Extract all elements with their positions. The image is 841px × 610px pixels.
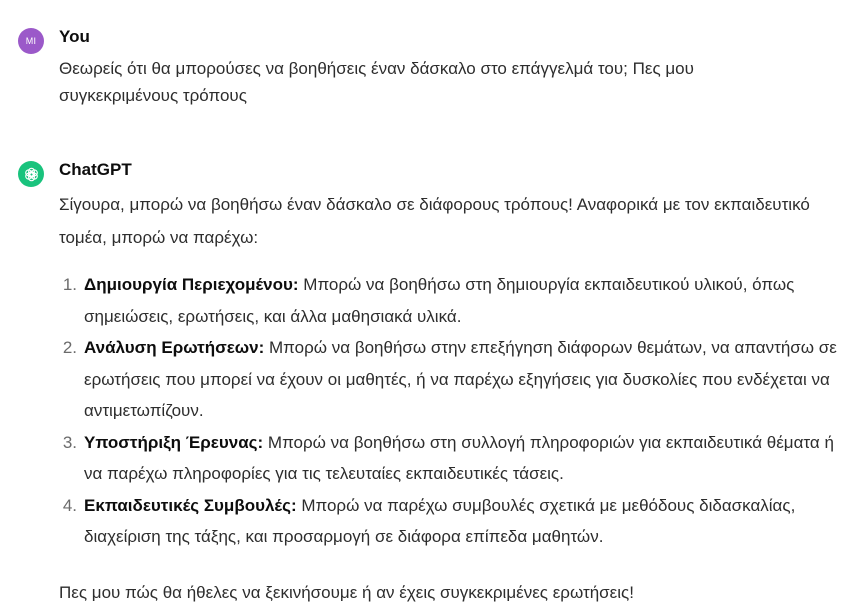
openai-logo-icon xyxy=(23,166,40,183)
list-item-text: Μπορώ να παρέχω συμβουλές σχετικά με μεθόδους διδασκαλίας, διαχείριση της τάξης, και προσαρμογή σε διάφορα επίπεδα μαθητών. xyxy=(84,495,796,546)
assistant-avatar xyxy=(18,161,44,187)
list-number: 1. xyxy=(62,275,77,294)
list-item-text: Μπορώ να βοηθήσω στη δημιουργία εκπαιδευτικού υλικού, όπως σημειώσεις, ερωτήσεις, και άλλα μαθησιακά υλικά. xyxy=(84,275,795,326)
list-item xyxy=(59,332,839,427)
list-item xyxy=(59,269,839,332)
list-item-term: Δημιουργία Περιεχομένου: xyxy=(84,275,299,294)
user-message-text: Θεωρείς ότι θα μπορούσες να βοηθήσεις έναν δάσκαλο στο επάγγελμά του; Πες μου συγκεκριμένους τρόπους xyxy=(59,59,694,105)
list-number: 4. xyxy=(62,495,77,515)
user-avatar: MI xyxy=(18,28,44,54)
assistant-author-name: ChatGPT xyxy=(59,160,132,179)
list-item-term: Ανάλυση Ερωτήσεων: xyxy=(84,338,265,357)
list-number: 3. xyxy=(62,432,77,452)
user-author-name: You xyxy=(59,27,90,46)
assistant-intro-text: Σίγουρα, μπορώ να βοηθήσω έναν δάσκαλο σε διάφορους τρόπους! Αναφορικά με τον εκπαιδευτικό τομέα, μπορώ να παρέχω: xyxy=(59,195,810,247)
list-item xyxy=(59,490,839,553)
list-item xyxy=(59,427,839,490)
list-number: 2. xyxy=(62,338,77,357)
list-item-term: Υποστήριξη Έρευνας: xyxy=(84,432,264,452)
list-item-text: Μπορώ να βοηθήσω στη συλλογή πληροφοριών για εκπαιδευτικά θέματα ή να παρέχω πληροφορίες για τις τελευταίες εκπαιδευτικές τάσεις. xyxy=(84,432,834,483)
assistant-points-list xyxy=(59,269,839,553)
assistant-outro-text: Πες μου πώς θα ήθελες να ξεκινήσουμε ή αν έχεις συγκεκριμένες ερωτήσεις! xyxy=(59,583,634,602)
list-item-text: Μπορώ να βοηθήσω στην επεξήγηση διάφορων θεμάτων, να απαντήσω σε ερωτήσεις που μπορεί να έχουν οι μαθητές, ή να παρέχω εξηγήσεις για δυσκολίες που ενδέχεται να αντιμετωπίζουν. xyxy=(84,338,837,420)
list-item-term: Εκπαιδευτικές Συμβουλές: xyxy=(84,495,297,515)
